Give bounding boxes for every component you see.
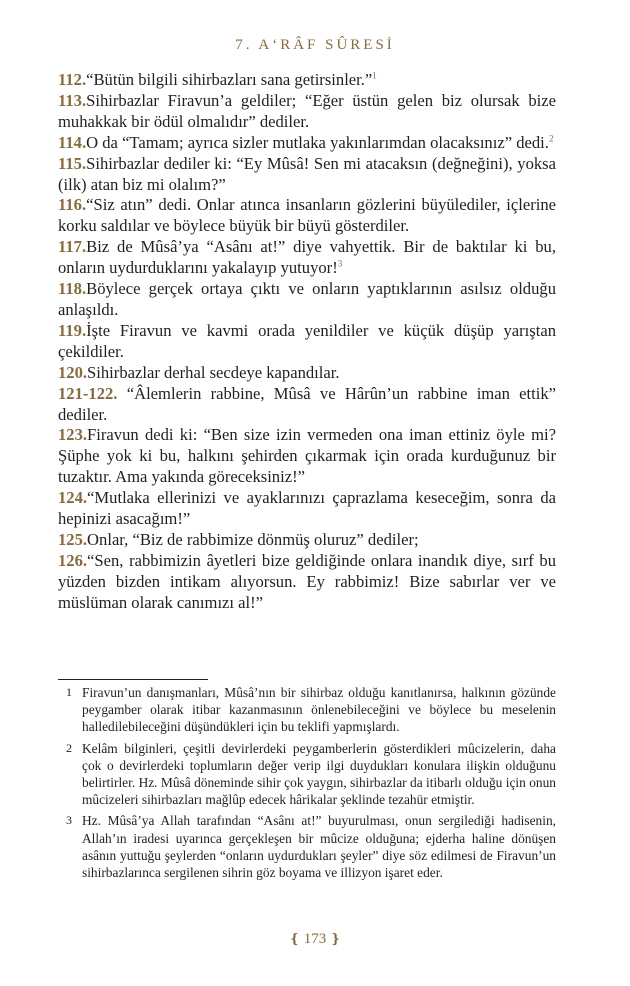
verse-text: “Siz atın” dedi. Onlar atınca insanların gözlerini büyülediler, içlerine korku saldılar ve böylece büyük bir büyü gösterdiler.: [58, 195, 556, 236]
verse-112: [58, 70, 556, 91]
verse-117: [58, 237, 556, 279]
verse-number: 117.: [58, 237, 87, 257]
verse-119: [58, 321, 556, 363]
verse-118: [58, 279, 556, 321]
footnote-text: Hz. Mûsâ’ya Allah tarafından “Asânı at!” buyurulması, onun sergilediği hadisenin, Allah’ın iradesi uyarınca gerçekleşen bir mûcize olduğuna; ejderha haline dönüşen asânın yuttuğu şeylerden “onların uydurdukları şeyler” diye söz edilmesi de Firavun’un sihirbazlarınca sergilenen sihrin göz boyama ve illizyon işaret eder.: [82, 813, 556, 881]
verse-text: “Âlemlerin rabbine, Mûsâ ve Hârûn’un rabbine iman ettik” dediler.: [58, 383, 556, 424]
verse-text: “Bütün bilgili sihirbazları sana getirsinler.”: [86, 70, 373, 89]
verse-number: 125.: [58, 529, 88, 549]
footnote-marker[interactable]: 2: [548, 133, 554, 144]
verse-text: O da “Tamam; ayrıca sizler mutlaka yakınlarımdan olacaksınız” dedi.: [86, 132, 549, 152]
verse-number: 123.: [58, 425, 88, 445]
verse-text: Sihirbazlar Firavun’a geldiler; “Eğer üstün gelen biz olursak bize muhakkak bir ödül olmalıdır” dediler.: [58, 90, 556, 131]
footnotes: [58, 684, 556, 885]
verse-text: Sihirbazlar dediler ki: “Ey Mûsâ! Sen mi atacaksın (değneğini), yoksa (ilk) atan biz mi olalım?”: [58, 153, 556, 194]
verse-124: [58, 488, 556, 530]
verse-114: [58, 133, 556, 154]
verse-text: “Mutlaka ellerinizi ve ayaklarınızı çaprazlama keseceğim, sonra da hepinizi asacağım!”: [58, 488, 556, 529]
footnote-marker[interactable]: 3: [337, 258, 343, 269]
verse-113: [58, 91, 556, 133]
verse-text: “Sen, rabbimizin âyetleri bize geldiğinde onlara inandık diye, sırf bu yüzden bizden intikam alıyorsun. Ey rabbimiz! Bize sabırlar ver ve müslüman olarak canımızı al!”: [58, 550, 556, 612]
footnote-number: 1: [66, 685, 72, 699]
verse-text: Biz de Mûsâ’ya “Asânı at!” diye vahyettik. Bir de baktılar ki bu, onların uydurduklarını yakalayıp yutuyor!: [58, 237, 556, 278]
verse-number: 112.: [58, 70, 87, 89]
footnote-divider: [58, 679, 208, 680]
verse-number: 114.: [58, 132, 87, 152]
footnote-2: [58, 740, 556, 809]
footnote-1: [58, 684, 556, 736]
page-number: [0, 931, 630, 948]
verse-text: Onlar, “Biz de rabbimize dönmüş oluruz” dediler;: [87, 529, 419, 549]
verse-number: 121-122.: [58, 383, 118, 403]
footnote-text: Firavun’un danışmanları, Mûsâ’nın bir sihirbaz olduğu kanıtlanırsa, halkının gözünde peygamber olarak itibar kazanmasının önlenebileceğini ve böylece bu meselenin halledilebileceğini düşündükleri için bu teklifi yapmışlardı.: [82, 685, 556, 735]
verse-116: [58, 195, 556, 237]
verse-number: 116.: [58, 195, 87, 215]
footnote-text: Kelâm bilginleri, çeşitli devirlerdeki peygamberlerin gösterdikleri mûcizelerin, daha çok o devirlerdeki toplumların değer verip ilgi duydukları konulara ilişkin olduğunu belirtirler. Hz. Mûsâ döneminde sihir çok yaygın, sihirbazlar da itibarlı olduğu için onun mûcizeleri sihirbazları mağlûp edecek hârikalar şeklinde tezahür etmiştir.: [82, 740, 556, 808]
verse-125: [58, 530, 556, 551]
verse-number: 118.: [58, 279, 87, 299]
verse-text: Firavun dedi ki: “Ben size izin vermeden ona iman ettiniz öyle mi? Şüphe yok ki bu, halkını şehirden çıkarmak için orada kurduğunuz bir tuzaktır. Ama yakında göreceksiniz!”: [58, 425, 556, 487]
right-ornament-icon: ❵: [330, 931, 341, 946]
verse-text: Böylece gerçek ortaya çıktı ve onların yaptıklarının asılsız olduğu anlaşıldı.: [58, 279, 556, 319]
verse-number: 115.: [58, 153, 87, 173]
verse-number: 126.: [58, 550, 88, 570]
verse-number: 120.: [58, 362, 88, 382]
page-number-text: 173: [303, 931, 327, 947]
verse-126: [58, 551, 556, 614]
footnote-marker[interactable]: 1: [372, 70, 377, 81]
footnote-number: 3: [66, 813, 72, 828]
verse-120: [58, 363, 556, 384]
verse-number: 113.: [58, 90, 87, 110]
verse-number: 119.: [58, 320, 87, 340]
verse-123: [58, 425, 556, 488]
verse-text: Sihirbazlar derhal secdeye kapandılar.: [87, 362, 340, 382]
verse-number: 124.: [58, 488, 88, 508]
footnote-3: [58, 812, 556, 881]
verse-115: [58, 154, 556, 196]
footnote-number: 2: [66, 740, 72, 755]
verse-text: İşte Firavun ve kavmi orada yenildiler ve küçük düşüp yarıştan çekildiler.: [58, 320, 556, 361]
verse-121-122: [58, 384, 556, 426]
running-header: 7. A‘RÂF SÛRESİ: [235, 37, 395, 53]
left-ornament-icon: ❴: [289, 931, 300, 946]
verse-body: [58, 70, 556, 614]
